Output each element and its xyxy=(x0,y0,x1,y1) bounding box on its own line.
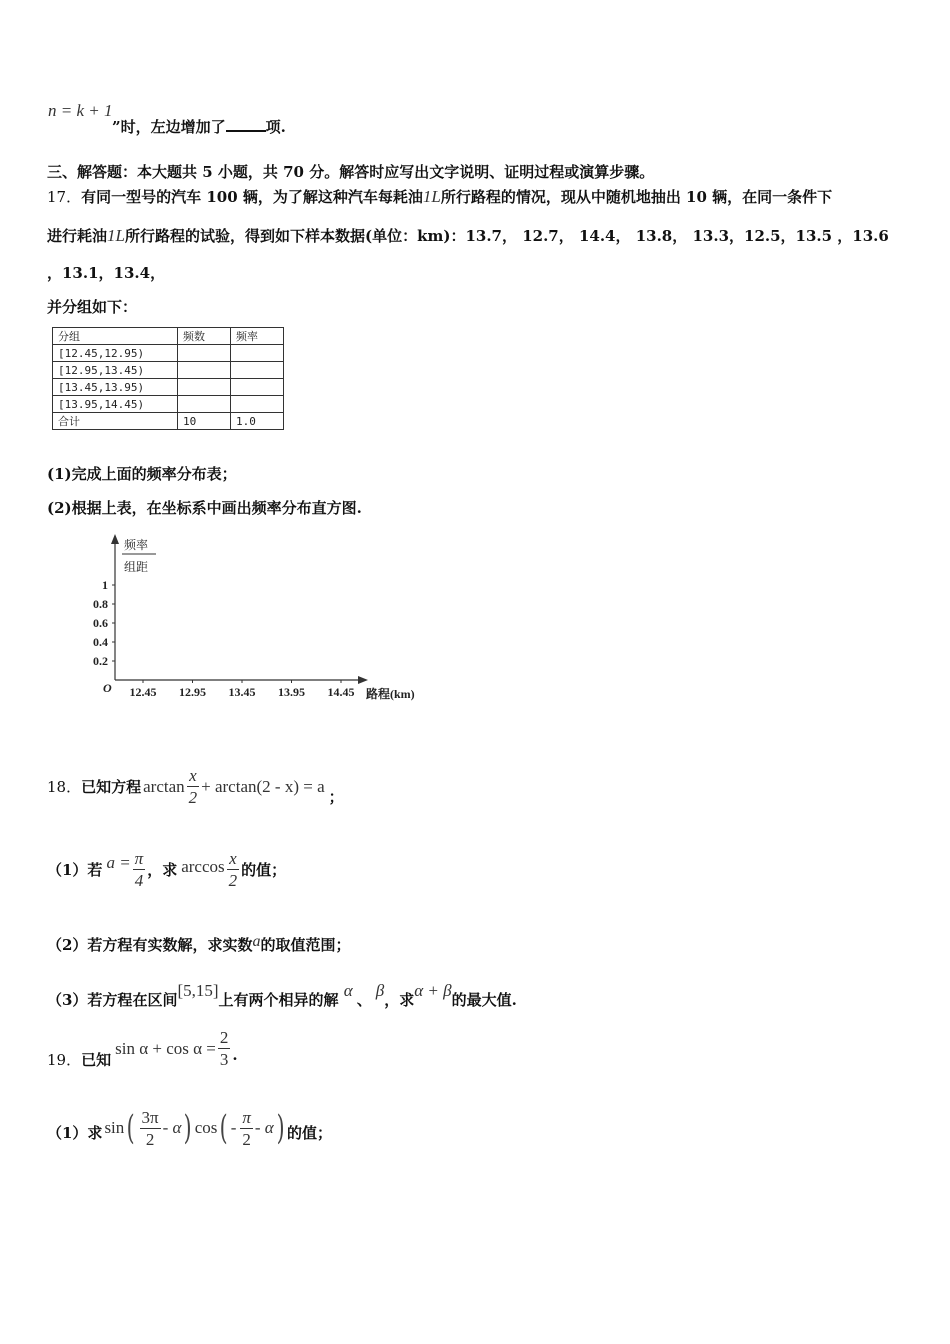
q18-equation-rest: + arctan(2 - x) = a xyxy=(201,776,325,796)
q18-p1-label: （1）若 xyxy=(47,861,103,879)
table-row xyxy=(53,396,284,413)
x-axis-label: 路程(km) xyxy=(366,687,415,701)
q18-p2-var: a xyxy=(252,933,261,950)
y-tick-label: 0.4 xyxy=(93,635,108,649)
section3-heading: 三、解答题：本大题共 5 小题，共 70 分。解答时应写出文字说明、证明过程或演算步骤。 xyxy=(47,163,655,181)
x-tick-label: 13.95 xyxy=(278,685,305,699)
q18-p3-b: 上有两个相异的解 xyxy=(218,991,339,1009)
q18-p2-b: 的取值范围； xyxy=(260,936,351,954)
q17-number: 17． xyxy=(47,188,82,206)
table-total-row xyxy=(53,413,284,430)
table-cell: [13.95,14.45) xyxy=(53,396,178,413)
q18-p1-2: 2 xyxy=(228,871,238,890)
q19-line xyxy=(47,1027,238,1070)
table-cell: 1.0 xyxy=(231,413,284,430)
table-row xyxy=(53,362,284,379)
q17-line1-a: 有同一型号的汽车 100 辆，为了解这种汽车每耗油 xyxy=(81,188,423,206)
q17-unit: 1L xyxy=(422,187,441,206)
q18-p1-mid: ，求 xyxy=(147,861,178,879)
q17-group-intro: 并分组如下： xyxy=(47,298,138,316)
q19-number: 19． xyxy=(47,1051,82,1069)
x-tick-label: 13.45 xyxy=(228,685,256,699)
q19-f2-den: 2 xyxy=(242,1129,251,1149)
y-tick-label: 0.2 xyxy=(93,654,108,668)
y-label-bottom: 组距 xyxy=(124,560,149,574)
y-tick-label: 1 xyxy=(102,578,108,592)
top-text-after: 项. xyxy=(265,118,286,136)
table-cell: [12.95,13.45) xyxy=(53,362,178,379)
q18-p1-a-eq: a = xyxy=(106,852,131,872)
q19-frac-den: 3 xyxy=(219,1050,229,1069)
q17-line1 xyxy=(47,186,832,207)
q18-p3-sum: α + β xyxy=(414,981,452,1000)
table-row xyxy=(53,379,284,396)
table-cell xyxy=(178,379,231,396)
table-header-cell: 频数 xyxy=(178,328,231,345)
q19-frac-num: 2 xyxy=(219,1028,229,1047)
q19-p1-label: （1）求 xyxy=(47,1123,103,1142)
right-paren-2: ) xyxy=(276,1108,285,1148)
table-cell: 合计 xyxy=(53,413,178,430)
table-cell xyxy=(178,362,231,379)
table-cell: 10 xyxy=(178,413,231,430)
q18-line xyxy=(47,766,344,807)
q19-f2-num: π xyxy=(242,1107,251,1127)
table-row xyxy=(53,345,284,362)
q18-number: 18． xyxy=(47,778,82,796)
table-cell xyxy=(178,345,231,362)
q19-frac-pi-2 xyxy=(240,1109,253,1148)
q18-arctan: arctan xyxy=(143,776,185,796)
q18-frac-num: x xyxy=(189,766,197,785)
q19-f1-den: 2 xyxy=(145,1129,155,1149)
q18-p1-fraction xyxy=(133,850,146,889)
table-cell xyxy=(231,396,284,413)
left-paren-2: ( xyxy=(220,1108,229,1148)
q18-lead: 已知方程 xyxy=(81,778,142,796)
q19-cos: cos xyxy=(194,1118,218,1137)
table-cell xyxy=(231,345,284,362)
q18-semicolon: ； xyxy=(328,788,344,806)
left-paren-1: ( xyxy=(126,1108,135,1148)
table-cell: [12.45,12.95) xyxy=(53,345,178,362)
q18-part1 xyxy=(47,850,286,889)
q18-p2-a: （2）若方程有实数解，求实数 xyxy=(47,936,253,954)
table-header-cell: 频率 xyxy=(231,328,284,345)
y-label-top: 频率 xyxy=(124,538,149,552)
q17-part1: (1)完成上面的频率分布表； xyxy=(47,465,237,483)
histogram-axes xyxy=(0,530,950,730)
table-cell xyxy=(231,379,284,396)
q19-sin: sin xyxy=(104,1118,125,1137)
q19-part1 xyxy=(47,1108,332,1148)
y-tick-label: 0.8 xyxy=(93,597,108,611)
q18-p3-beta: β xyxy=(375,981,385,1000)
q17-line3: ，13.1，13.4， xyxy=(47,264,166,282)
q18-p1-arccos: arccos xyxy=(181,856,225,876)
q19-minus-alpha-1: - α xyxy=(162,1118,182,1137)
x-tick-label: 14.45 xyxy=(327,685,355,699)
q19-minus-alpha-2: - α xyxy=(254,1118,274,1137)
q18-frac-den: 2 xyxy=(188,788,198,807)
table-cell xyxy=(178,396,231,413)
q18-p3-alpha: α xyxy=(343,981,353,1000)
q17-unit-2: 1L xyxy=(107,226,125,245)
q18-p1-pi: π xyxy=(134,849,144,868)
q19-f1-num: 3π xyxy=(141,1107,159,1127)
q18-p1-x-fraction xyxy=(227,850,240,889)
top-text xyxy=(112,116,286,137)
frequency-table xyxy=(52,327,284,430)
table-header-row xyxy=(53,328,284,345)
q17-part2: (2)根据上表，在坐标系中画出频率分布直方图. xyxy=(47,499,362,517)
q19-eq-left: sin α + cos α = xyxy=(115,1038,216,1058)
formula-n-k1: n = k + 1 xyxy=(48,101,113,120)
x-axis-arrow xyxy=(358,676,368,684)
right-paren-1: ) xyxy=(184,1108,193,1148)
x-tick-label: 12.95 xyxy=(179,685,206,699)
q18-part3 xyxy=(47,981,517,1010)
y-axis-arrow xyxy=(111,534,119,544)
q18-p3-d: 的最大值. xyxy=(451,991,517,1009)
q18-p1-x: x xyxy=(229,849,237,868)
q18-p3-a: （3）若方程在区间 xyxy=(47,991,178,1009)
q18-p1-end: 的值； xyxy=(241,861,287,879)
q17-line1-b: 所行路程的情况，现从中随机地抽出 10 辆，在同一条件下 xyxy=(440,188,833,206)
q18-p3-sep: 、 xyxy=(356,991,372,1009)
q19-fraction xyxy=(218,1029,231,1068)
q19-neg: - xyxy=(230,1118,237,1137)
table-cell: [13.45,13.95) xyxy=(53,379,178,396)
q19-lead: 已知 xyxy=(81,1051,112,1069)
q19-p1-end: 的值； xyxy=(287,1123,333,1142)
table-header-cell: 分组 xyxy=(53,328,178,345)
q18-part2 xyxy=(47,933,350,955)
answer-blank xyxy=(226,116,266,132)
q19-frac-3pi-2 xyxy=(140,1109,161,1148)
q17-line2 xyxy=(47,225,889,246)
q17-line2-a: 进行耗油 xyxy=(47,227,108,245)
origin-label: O xyxy=(103,681,112,695)
top-text-before: ”时，左边增加了 xyxy=(112,118,226,136)
q18-fraction xyxy=(187,767,200,806)
q19-period: . xyxy=(232,1045,238,1064)
q18-p1-4: 4 xyxy=(134,871,144,890)
q18-p3-interval: [5,15] xyxy=(177,981,219,1000)
table-cell xyxy=(231,362,284,379)
q18-p3-c: ，求 xyxy=(384,991,415,1009)
x-tick-label: 12.45 xyxy=(129,685,157,699)
y-tick-label: 0.6 xyxy=(93,616,108,630)
q17-line2-b: 所行路程的试验，得到如下样本数据(单位：km)：13.7， 12.7， 14.4， 13.8， 13.3，12.5，13.5 ，13.6 xyxy=(124,227,889,245)
